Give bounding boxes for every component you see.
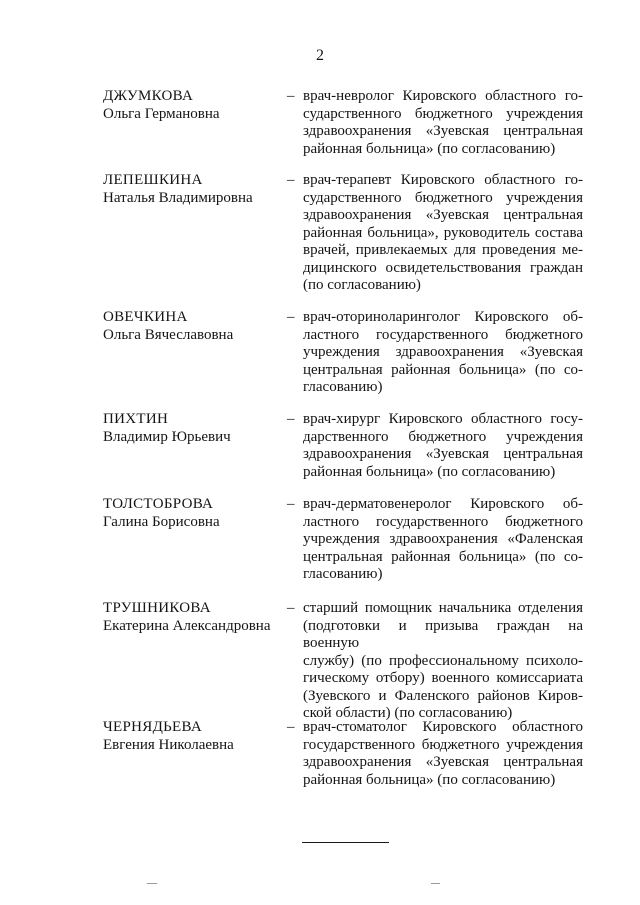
page-number: 2 bbox=[316, 47, 324, 64]
member-role bbox=[303, 600, 583, 723]
member-role-line: (подготовки и призыва граждан на военную bbox=[303, 617, 583, 651]
member-role-line: старший помощник начальника отделения bbox=[303, 600, 583, 616]
member-role-line: гласованию) bbox=[303, 379, 383, 395]
member-name bbox=[103, 309, 283, 344]
member-role-line: ской области) (по согласованию) bbox=[303, 705, 513, 721]
member-name bbox=[103, 496, 283, 531]
member-given-names: Евгения Николаевна bbox=[103, 736, 234, 753]
member-given-names: Наталья Владимировна bbox=[103, 189, 253, 206]
member-role-line: сударственного бюджетного учреждения bbox=[303, 189, 583, 206]
member-dash: – bbox=[287, 719, 295, 735]
member-role-line: врач-оториноларинголог Кировского об- bbox=[303, 309, 583, 325]
member-role-line: дарственного бюджетного учреждения bbox=[303, 428, 583, 445]
scan-speck bbox=[147, 883, 157, 884]
member-surname: ТОЛСТОБРОВА bbox=[103, 496, 214, 512]
member-name bbox=[103, 719, 283, 754]
member-role bbox=[303, 411, 583, 481]
member-role-line: здравоохранения «Зуевская центральная bbox=[303, 207, 583, 223]
member-role-line: врач-терапевт Кировского областного го- bbox=[303, 172, 583, 188]
member-role bbox=[303, 88, 583, 158]
member-role-line: учреждения здравоохранения «Фаленская bbox=[303, 531, 583, 547]
member-role-line: врач-невролог Кировского областного го- bbox=[303, 88, 583, 104]
member-surname: ПИХТИН bbox=[103, 411, 169, 427]
member-surname: ЛЕПЕШКИНА bbox=[103, 172, 203, 188]
member-role-line: врачей, привлекаемых для проведения ме- bbox=[303, 242, 583, 258]
member-surname: ТРУШНИКОВА bbox=[103, 600, 211, 616]
member-role-line: ластного государственного бюджетного bbox=[303, 513, 583, 530]
member-role-line: районная больница» (по согласованию) bbox=[303, 463, 556, 480]
member-surname: ЧЕРНЯДЬЕВА bbox=[103, 719, 202, 735]
member-role-line: районная больница», руководитель состава bbox=[303, 224, 583, 241]
member-role-line: (Зуевского и Фаленского районов Киров- bbox=[303, 687, 583, 704]
member-given-names: Владимир Юрьевич bbox=[103, 428, 231, 445]
member-role-line: ластного государственного бюджетного bbox=[303, 326, 583, 343]
member-role-line: (по согласованию) bbox=[303, 277, 421, 293]
member-surname: ДЖУМКОВА bbox=[103, 88, 194, 104]
scan-speck bbox=[431, 883, 440, 884]
member-given-names: Ольга Германовна bbox=[103, 105, 220, 122]
member-dash: – bbox=[287, 309, 295, 325]
member-role-line: врач-дерматовенеролог Кировского об- bbox=[303, 496, 583, 512]
member-name bbox=[103, 411, 283, 446]
member-name bbox=[103, 600, 283, 635]
member-role bbox=[303, 172, 583, 295]
member-dash: – bbox=[287, 600, 295, 616]
member-dash: – bbox=[287, 172, 295, 188]
member-given-names: Галина Борисовна bbox=[103, 513, 220, 530]
member-role-line: дицинского освидетельствования граждан bbox=[303, 259, 583, 276]
footer-rule bbox=[302, 842, 389, 843]
member-role-line: здравоохранения «Зуевская центральная bbox=[303, 446, 583, 462]
member-role-line: центральная районная больница» (по со- bbox=[303, 548, 583, 565]
member-role-line: врач-стоматолог Кировского областного bbox=[303, 719, 583, 735]
member-name bbox=[103, 172, 283, 207]
member-role bbox=[303, 309, 583, 397]
member-role bbox=[303, 719, 583, 789]
member-dash: – bbox=[287, 411, 295, 427]
member-dash: – bbox=[287, 88, 295, 104]
member-dash: – bbox=[287, 496, 295, 512]
member-name bbox=[103, 88, 283, 123]
member-role bbox=[303, 496, 583, 584]
member-surname: ОВЕЧКИНА bbox=[103, 309, 188, 325]
member-role-line: здравоохранения «Зуевская центральная bbox=[303, 123, 583, 139]
member-given-names: Ольга Вячеславовна bbox=[103, 326, 234, 343]
member-role-line: сударственного бюджетного учреждения bbox=[303, 105, 583, 122]
member-role-line: врач-хирург Кировского областного госу- bbox=[303, 411, 583, 427]
member-role-line: гическому отбору) военного комиссариата bbox=[303, 670, 583, 686]
member-role-line: районная больница» (по согласованию) bbox=[303, 771, 556, 788]
member-role-line: государственного бюджетного учреждения bbox=[303, 736, 583, 753]
member-role-line: учреждения здравоохранения «Зуевская bbox=[303, 344, 583, 360]
member-role-line: центральная районная больница» (по со- bbox=[303, 361, 583, 378]
member-role-line: районная больница» (по согласованию) bbox=[303, 140, 556, 157]
member-role-line: службу) (по профессиональному психоло- bbox=[303, 652, 583, 669]
member-role-line: здравоохранения «Зуевская центральная bbox=[303, 754, 583, 770]
member-role-line: гласованию) bbox=[303, 566, 383, 582]
member-given-names: Екатерина Александровна bbox=[103, 617, 271, 634]
